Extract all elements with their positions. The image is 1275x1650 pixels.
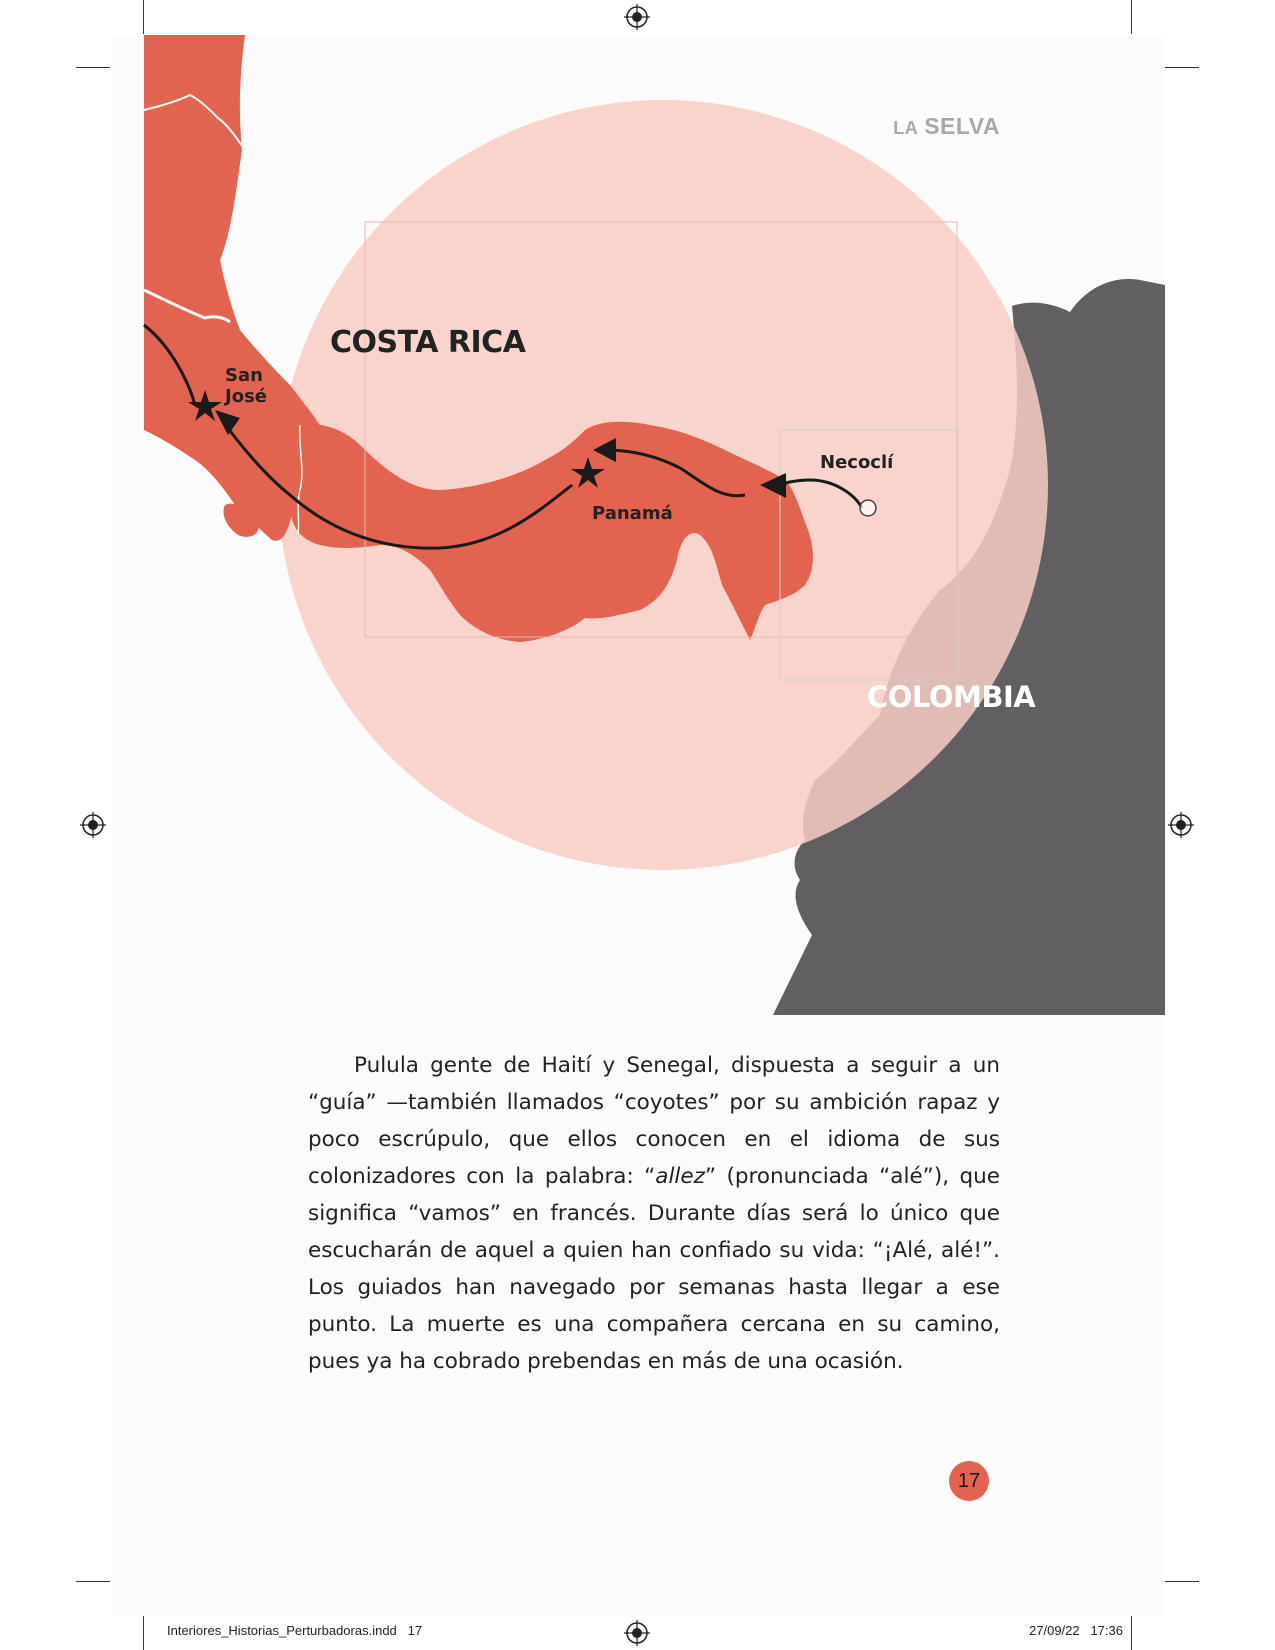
panama-label: Panamá xyxy=(592,503,673,524)
body-paragraph xyxy=(308,1047,1000,1380)
necocli-label: Necoclí xyxy=(820,452,894,473)
page-number-badge: 17 xyxy=(949,1461,989,1501)
section-title-big: SELVA xyxy=(924,113,1000,139)
slug-date: 27/09/22 17:36 xyxy=(1029,1623,1123,1638)
section-title xyxy=(840,113,1000,140)
section-title-small: LA xyxy=(893,118,919,138)
paragraph-start: Pulula gente de Haití y Senegal, dispuesta a seguir a un “guía” —también llamados “coyotes” por su ambición rapaz y poco escrúpulo, que ellos conocen en el idioma de sus colonizadores con la palabra: “ xyxy=(308,1053,1000,1189)
crop-mark-bottom-left-v xyxy=(143,1616,144,1650)
san-jose-label-line2: José xyxy=(225,386,267,407)
registration-mark-bottom-icon xyxy=(624,1620,650,1646)
san-jose-label-line1: San xyxy=(225,365,263,386)
necocli-origin-marker xyxy=(860,500,876,516)
italic-word: allez xyxy=(655,1164,705,1189)
crop-mark-bottom-right-h xyxy=(1165,1581,1199,1582)
slug-filename: Interiores_Historias_Perturbadoras.indd 17 xyxy=(167,1623,423,1638)
costa-rica-label: COSTA RICA xyxy=(330,325,526,360)
colombia-label: COLOMBIA xyxy=(867,680,1036,714)
crop-mark-bottom-right-v xyxy=(1131,1616,1132,1650)
crop-mark-bottom-left-h xyxy=(76,1581,110,1582)
paragraph-end: ” (pronunciada “alé”), que significa “vamos” en francés. Durante días será lo único que escucharán de aquel a quien han confiado su vida: “¡Alé, alé!”. Los guiados han navegado por semanas hasta llegar a ese punto. La muerte es una compañera cercana en su camino, pues ya ha cobrado prebendas en más de una ocasión. xyxy=(308,1164,1000,1374)
